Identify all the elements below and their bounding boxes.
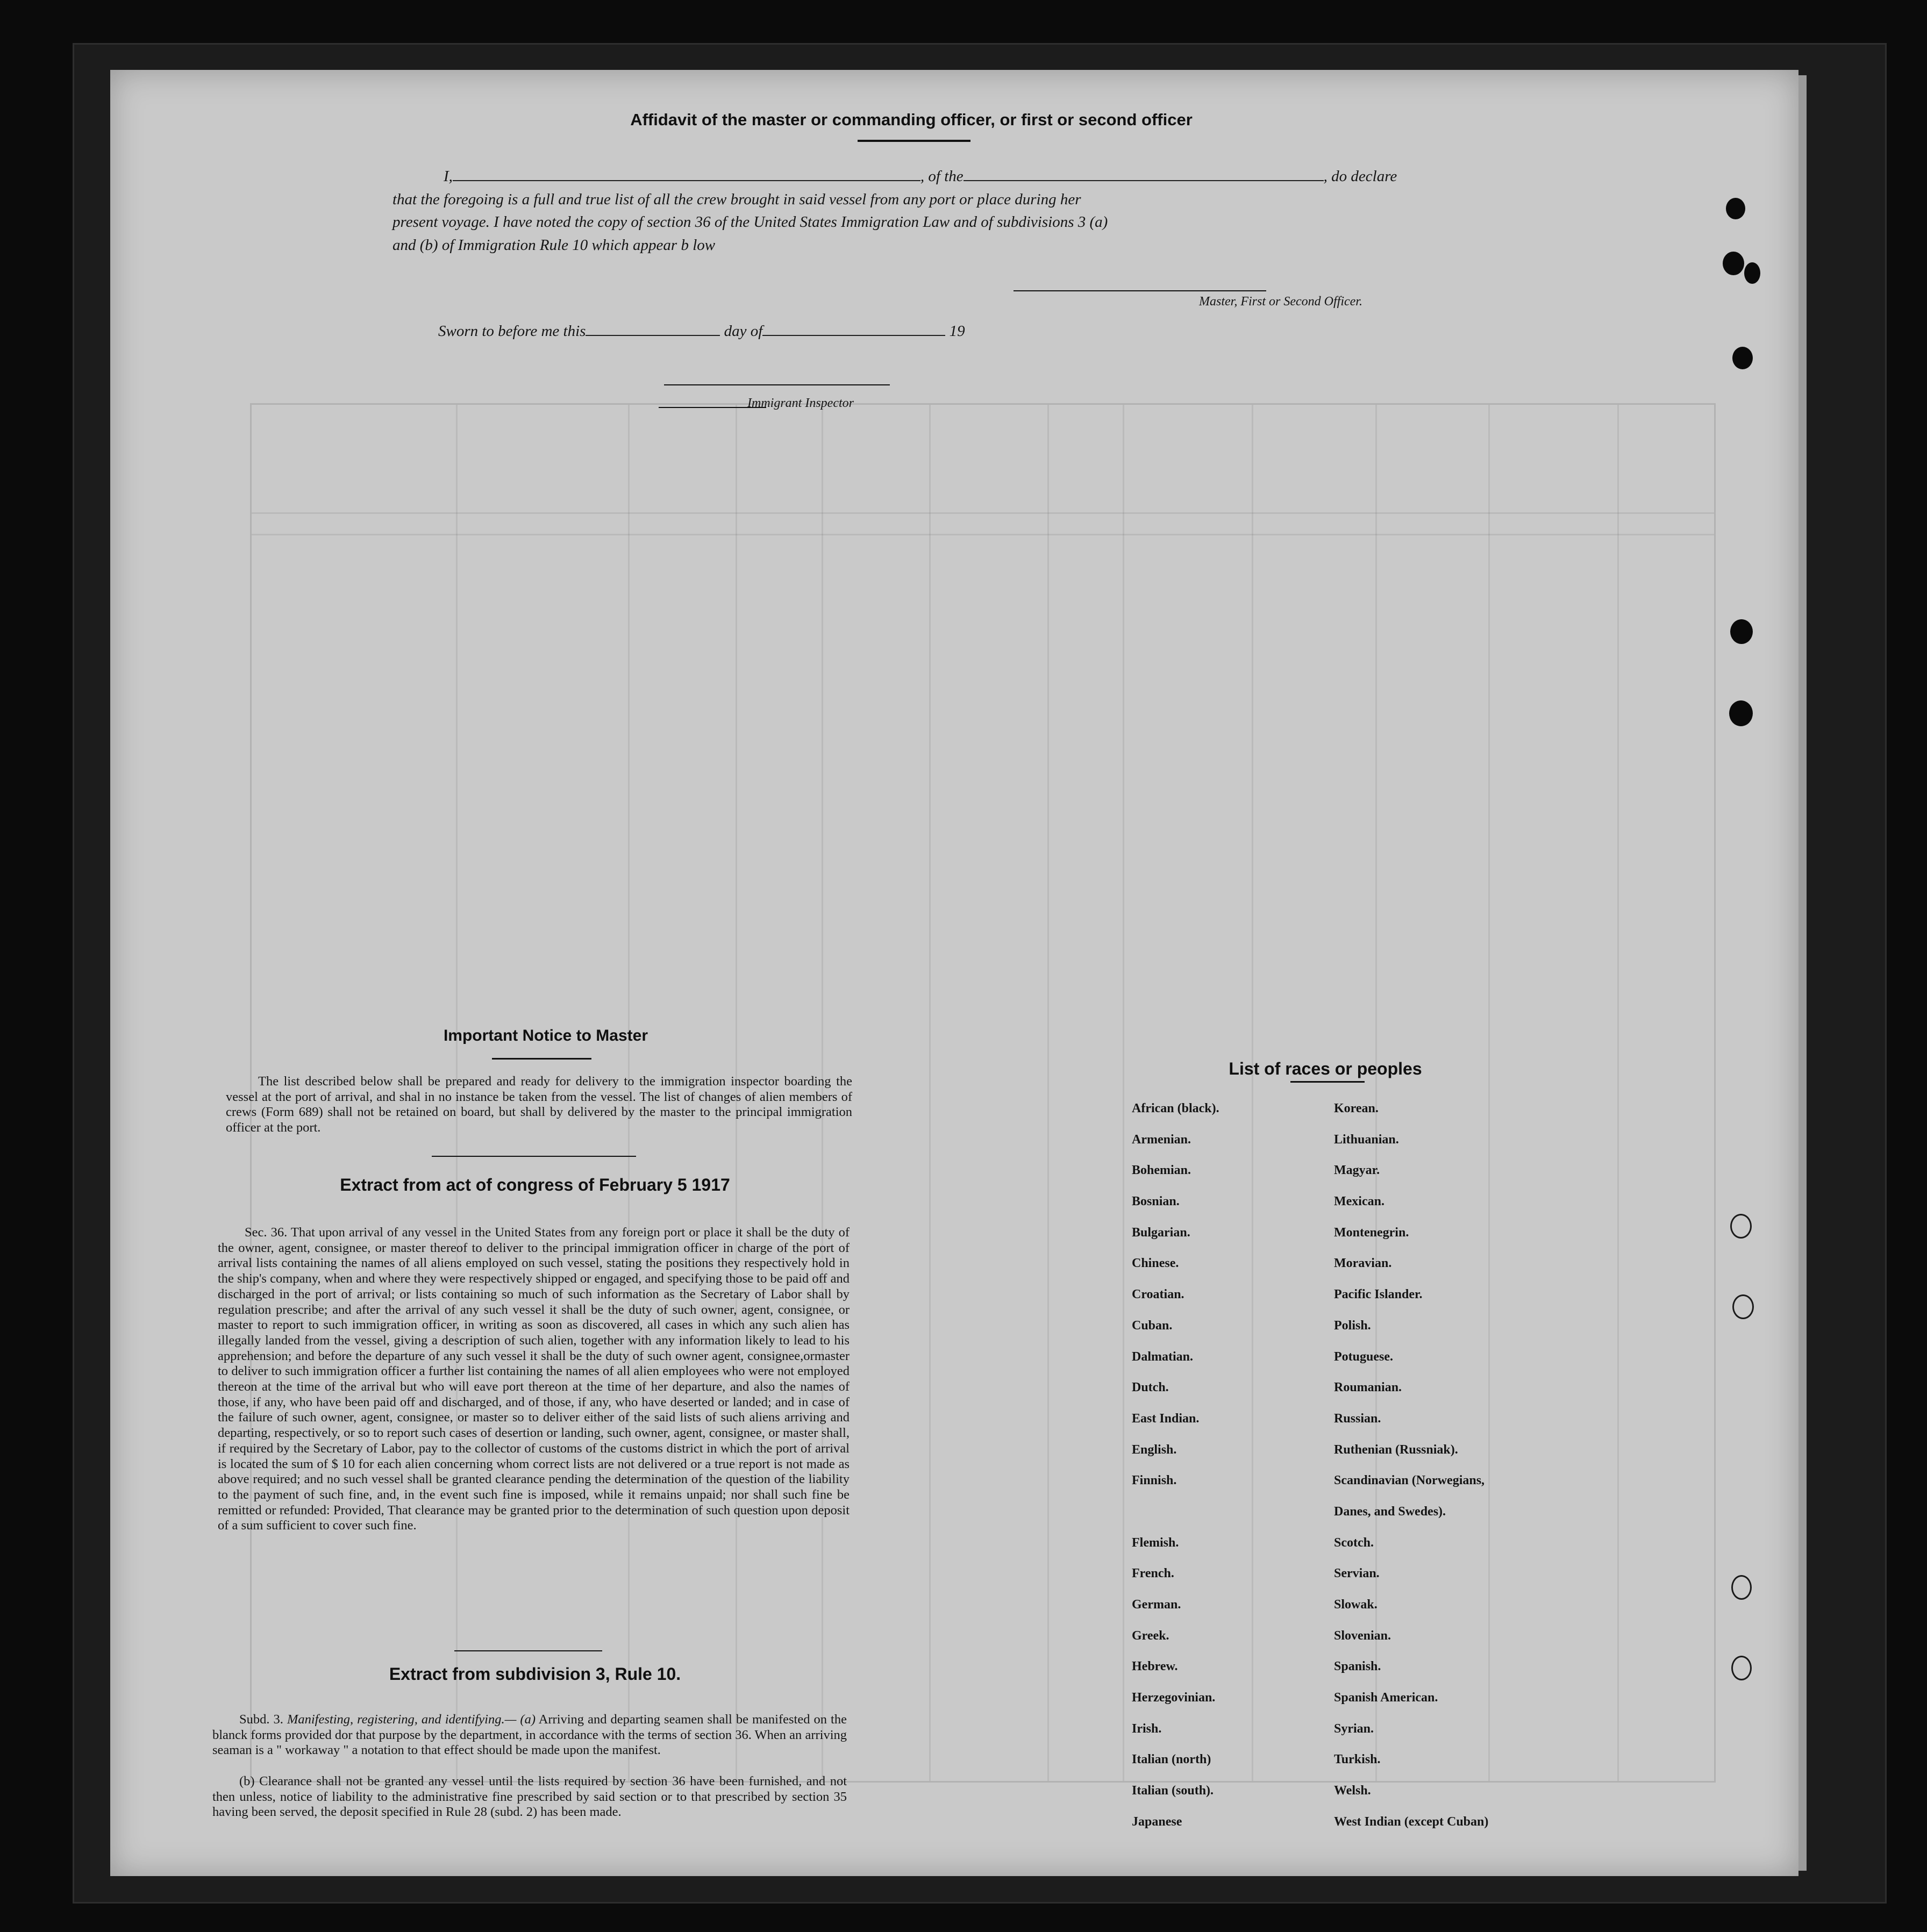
race-item: French.	[1132, 1566, 1174, 1581]
affidavit-line-3: present voyage. I have noted the copy of section 36 of the United States Immigration Law and of subdivisions 3 (a)	[392, 213, 1108, 231]
sworn-line	[438, 323, 965, 340]
binder-hole-faint	[1731, 1656, 1752, 1680]
race-item: Russian.	[1334, 1411, 1381, 1426]
race-item: Turkish.	[1334, 1752, 1381, 1767]
affidavit-declare-label: , do declare	[1323, 168, 1397, 185]
race-item: Bohemian.	[1132, 1163, 1191, 1178]
race-item: Slovenian.	[1334, 1628, 1391, 1643]
race-item: East Indian.	[1132, 1411, 1200, 1426]
rule-subd-b-text: Clearance shall not be granted any vessel until the lists required by section 36 have been furnished, and not then unless, notice of liability to the administrative fine prescribed by said section or to that prescribed by section 35 having been served, the deposit specified in Rule 28 (subd. 2) has been made.	[212, 1774, 847, 1820]
rule-subd-a-text: Arriving and departing seamen shall be manifested on the blanck forms provided dor that purpose by the department, in accordance with the terms of section 36. When an arriving seaman is a " workaway " a notation to that effect should be made upon the manifest.	[212, 1712, 847, 1758]
race-item: Dutch.	[1132, 1380, 1169, 1395]
race-item: Pacific Islander.	[1334, 1287, 1423, 1302]
binder-hole-faint	[1730, 1214, 1752, 1239]
race-item: Korean.	[1334, 1101, 1379, 1115]
race-item: Syrian.	[1334, 1721, 1374, 1736]
race-item: Bulgarian.	[1132, 1225, 1190, 1240]
affidavit-line-2: that the foregoing is a full and true list of all the crew brought in said vessel from any port or place during her	[392, 191, 1081, 208]
race-item: Lithuanian.	[1334, 1132, 1399, 1147]
races-title-underline	[1290, 1081, 1365, 1083]
race-item: Italian (north)	[1132, 1752, 1211, 1767]
binder-hole-faint	[1732, 1294, 1754, 1319]
race-item: Finnish.	[1132, 1473, 1177, 1488]
race-item: Montenegrin.	[1334, 1225, 1409, 1240]
race-item: Japanese	[1132, 1814, 1182, 1829]
binder-hole	[1729, 700, 1753, 726]
race-item: Italian (south).	[1132, 1784, 1214, 1798]
race-item: Roumanian.	[1334, 1380, 1402, 1395]
race-item: Flemish.	[1132, 1535, 1179, 1550]
affidavit-title-rule	[858, 140, 970, 142]
act-text	[218, 1225, 850, 1534]
act-title: Extract from act of congress of February 5 1917	[340, 1175, 730, 1194]
notice-text: The list described below shall be prepared and ready for delivery to the immigration inspector boarding the vessel at the port of arrival, and shal in no instance be taken from the vessel. The list of changes of alien members of crews (Form 689) shall not be retained on board, but shall by delivered by the master to the principal immigration officer at the port.	[226, 1074, 852, 1135]
inspector-caption: Immigrant Inspector	[747, 396, 854, 410]
sworn-day-label: day of	[724, 323, 763, 340]
race-item: Irish.	[1132, 1721, 1162, 1736]
binder-hole	[1730, 619, 1753, 644]
sworn-date-blank	[586, 324, 720, 336]
race-item: Spanish American.	[1334, 1691, 1438, 1705]
rule-subd-b-label: (b)	[239, 1774, 255, 1788]
race-item: West Indian (except Cuban)	[1334, 1814, 1489, 1829]
race-item: Scandinavian (Norwegians,	[1334, 1473, 1485, 1488]
rule-subd-a-label: Subd. 3.	[239, 1712, 283, 1727]
race-item: Danes, and Swedes).	[1334, 1504, 1446, 1519]
notice-title: Important Notice to Master	[443, 1027, 648, 1044]
sworn-year-label: 19	[949, 323, 965, 340]
binder-hole	[1744, 262, 1760, 284]
signature-line	[1014, 290, 1266, 291]
act-section-label: Sec. 36.	[245, 1225, 288, 1240]
race-item: Ruthenian (Russniak).	[1334, 1442, 1458, 1457]
name-blank	[453, 169, 920, 181]
binder-hole	[1726, 198, 1745, 219]
binder-hole-faint	[1731, 1575, 1752, 1600]
act-body: That upon arrival of any vessel in the United States from any foreign port or place it shall be the duty of the owner, agent, consignee, or master thereof to deliver to the principal immigration officer in charge of the port of arrival lists containing the names of all aliens employed on such vessel, stating the positions they respectively hold in the ship's company, when and where they were respectively shipped or engaged, and specifying those to be paid off and discharged in the port of arrival; or lists containing so much of such information as the Secretary of Labor shall by regulation prescribe; and after the arrival of any such vessel it shall be the duty of such owner, agent, consignee, or master to report to such immigration officer, in writing as soon as discovered, all cases in which any such alien has illegally landed from the vessel, giving a description of such alien, together with any information likely to lead to his apprehension; and before the departure of any such vessel it shall be the duty of such owner agent, consignee,ormaster to deliver to such immigration officer a further list containing the names of all alien employees who were not employed thereon at the time of the arrival but who will eave port thereon at the time of her departure, and also the names of those, if any, who have been paid off and discharged, and of those, if any, who have deserted or landed; and in case of the failure of such owner, agent, consignee, or master so to deliver either of the said lists of such aliens arriving and departing, respectively, or so to report such cases of desertion or landing, such owner, agent, consignee, or master shall, if required by the Secretary of Labor, pay to the collector of customs of the customs district in which the port of arrival is located the sum of $ 10 for each alien concerning whom correct lists are not delivered or a true report is not made as above required; and no such vessel shall be granted clearance pending the determination of the question of the liability to the payment of such fine, and, in the event such fine is imposed, while it remains unpaid; nor shall such fine be remitted or refunded: Provided, That clearance may be granted prior to the determination of such question upon deposit of a sum sufficient to cover such fine.	[218, 1225, 850, 1533]
vessel-blank	[964, 169, 1324, 181]
race-item: Welsh.	[1334, 1784, 1371, 1798]
race-item: Herzegovinian.	[1132, 1691, 1216, 1705]
races-left-column	[1132, 1101, 1219, 1845]
notice-divider	[432, 1156, 636, 1157]
affidavit-line-1	[444, 168, 1397, 185]
binder-hole	[1732, 347, 1753, 369]
race-item: Slowak.	[1334, 1598, 1378, 1612]
race-item: Bosnian.	[1132, 1194, 1180, 1209]
binder-hole	[1723, 252, 1744, 275]
act-divider	[454, 1650, 602, 1651]
affidavit-title: Affidavit of the master or commanding officer, or first or second officer	[630, 110, 1193, 129]
notice-title-rule	[492, 1058, 591, 1060]
race-item: African (black).	[1132, 1101, 1219, 1115]
signature-caption: Master, First or Second Officer.	[1199, 295, 1362, 309]
race-item: Croatian.	[1132, 1287, 1184, 1302]
race-item: Dalmatian.	[1132, 1349, 1193, 1364]
race-item: Potuguese.	[1334, 1349, 1393, 1364]
sworn-prefix: Sworn to before me this	[438, 323, 586, 340]
rule-subd-a	[212, 1712, 847, 1758]
inspector-signature-line	[664, 384, 890, 385]
race-item: English.	[1132, 1442, 1177, 1457]
affidavit-line-4: and (b) of Immigration Rule 10 which appear b low	[392, 237, 716, 254]
race-item: Mexican.	[1334, 1194, 1384, 1209]
race-item: Servian.	[1334, 1566, 1380, 1581]
race-item: Moravian.	[1334, 1256, 1392, 1271]
race-item	[1132, 1504, 1219, 1535]
race-item: Cuban.	[1132, 1318, 1173, 1333]
race-item: Scotch.	[1334, 1535, 1374, 1550]
races-title: List of races or peoples	[1229, 1059, 1422, 1078]
race-item: German.	[1132, 1598, 1181, 1612]
race-item: Armenian.	[1132, 1132, 1191, 1147]
races-right-column	[1334, 1101, 1488, 1845]
race-item: Greek.	[1132, 1628, 1169, 1643]
document-page	[110, 70, 1798, 1876]
rule-subd-a-heading: Manifesting, registering, and identifying.— (a)	[287, 1712, 536, 1727]
sworn-month-blank	[762, 324, 945, 336]
affidavit-i-label: I,	[444, 168, 453, 185]
rule-subd-b	[212, 1774, 847, 1820]
race-item: Magyar.	[1334, 1163, 1380, 1178]
race-item: Hebrew.	[1132, 1659, 1178, 1674]
rule-title: Extract from subdivision 3, Rule 10.	[389, 1664, 681, 1684]
affidavit-of-the-label: , of the	[920, 168, 964, 185]
race-item: Chinese.	[1132, 1256, 1179, 1271]
race-item: Polish.	[1334, 1318, 1371, 1333]
race-item: Spanish.	[1334, 1659, 1381, 1674]
